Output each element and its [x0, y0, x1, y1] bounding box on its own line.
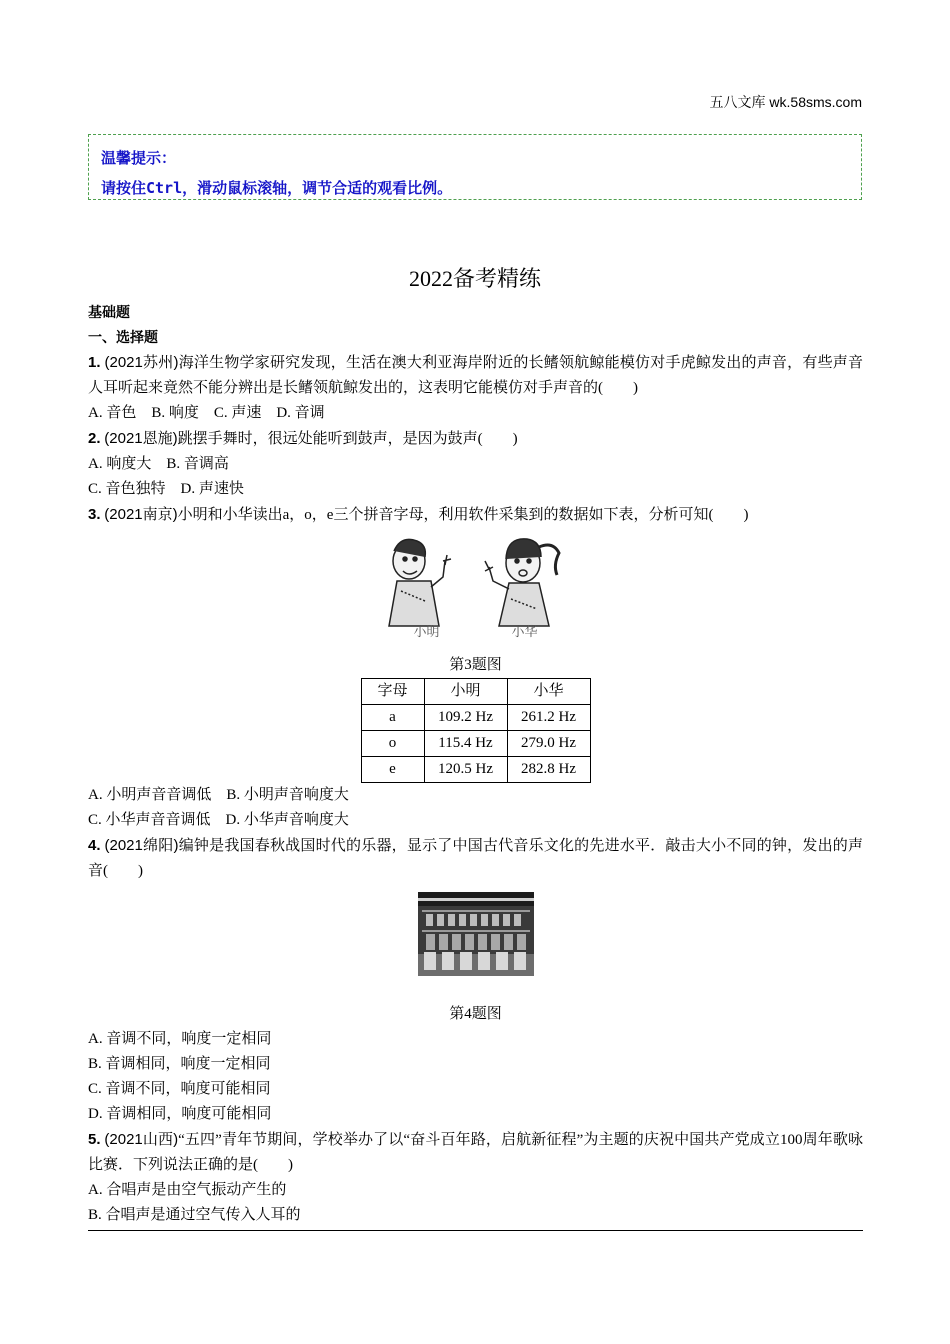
table-cell: o — [361, 731, 424, 757]
label-xiaohua: 小华 — [511, 624, 538, 639]
figure-4 — [88, 892, 863, 978]
question-number: 4. — [88, 837, 101, 854]
question-text: 编钟是我国春秋战国时代的乐器，显示了中国古代音乐文化的先进水平．敲击大小不同的钟，发出的声音( ) — [88, 838, 863, 879]
page-title: 2022备考精练 — [408, 266, 541, 291]
question-text: 海洋生物学家研究发现，生活在澳大利亚海岸附近的长鳍领航鲸能模仿对手虎鲸发出的声音，有些声音人耳听起来竟然不能分辨出是长鳍领航鲸发出的，这表明它能模仿对手声音的( ) — [88, 355, 863, 396]
table-cell: 109.2 Hz — [424, 705, 507, 731]
question-number: 1. — [88, 354, 101, 371]
question-4 — [88, 833, 863, 884]
table-row — [361, 705, 590, 731]
footer-rule — [88, 1230, 863, 1231]
table-cell: 115.4 Hz — [424, 731, 507, 757]
question-3-options-ab: A. 小明声音音调低 B. 小明声音响度大 — [88, 787, 349, 803]
question-text: “五四”青年节期间，学校举办了以“奋斗百年路，启航新征程”为主题的庆祝中国共产党成立100周年歌咏比赛．下列说法正确的是( ) — [88, 1132, 863, 1173]
question-number: 2. — [88, 430, 101, 447]
question-source: (2021恩施) — [104, 430, 178, 447]
bianzhong-photo — [418, 892, 534, 976]
question-number: 5. — [88, 1131, 101, 1148]
table-header-row — [361, 679, 590, 705]
label-xiaoming: 小明 — [413, 624, 440, 639]
question-source: (2021南京) — [104, 506, 178, 523]
frequency-table — [361, 678, 591, 783]
question-2 — [88, 426, 863, 452]
table-header-cell: 小明 — [424, 679, 507, 705]
tip-box — [88, 134, 862, 200]
figure-3-caption: 第3题图 — [449, 657, 502, 673]
question-3 — [88, 502, 863, 528]
table-cell: e — [361, 757, 424, 783]
table-row — [361, 731, 590, 757]
site-watermark: 五八文库 wk.58sms.com — [709, 94, 862, 110]
question-source: (2021苏州) — [104, 354, 179, 371]
question-source: (2021山西) — [104, 1131, 179, 1148]
section-basic: 基础题 — [88, 304, 130, 320]
question-5-option-b: B. 合唱声是通过空气传入人耳的 — [88, 1207, 301, 1223]
question-5 — [88, 1127, 863, 1178]
question-1 — [88, 350, 863, 401]
table-header-cell: 小华 — [507, 679, 590, 705]
table-cell: 120.5 Hz — [424, 757, 507, 783]
figure-4-caption: 第4题图 — [449, 1006, 502, 1022]
question-3-options-cd: C. 小华声音音调低 D. 小华声音响度大 — [88, 812, 349, 828]
table-cell: 261.2 Hz — [507, 705, 590, 731]
table-row — [361, 757, 590, 783]
question-4-option-d: D. 音调相同，响度可能相同 — [88, 1106, 272, 1122]
question-source: (2021绵阳) — [104, 837, 179, 854]
question-2-options-cd: C. 音色独特 D. 声速快 — [88, 481, 244, 497]
table-cell: a — [361, 705, 424, 731]
figure-3-labels — [88, 619, 863, 641]
table-header-cell: 字母 — [361, 679, 424, 705]
question-2-options-ab: A. 响度大 B. 音调高 — [88, 456, 229, 472]
question-4-option-c: C. 音调不同，响度可能相同 — [88, 1081, 271, 1097]
section-choice: 一、选择题 — [88, 329, 158, 345]
question-text: 跳摆手舞时，很远处能听到鼓声，是因为鼓声( ) — [177, 431, 518, 447]
question-4-option-a: A. 音调不同，响度一定相同 — [88, 1031, 272, 1047]
table-cell: 282.8 Hz — [507, 757, 590, 783]
document-body — [88, 300, 863, 1228]
question-1-options: A. 音色 B. 响度 C. 声速 D. 音调 — [88, 405, 325, 421]
tip-title: 温馨提示： — [101, 149, 177, 167]
question-text: 小明和小华读出a，o，e三个拼音字母，利用软件采集到的数据如下表，分析可知( ) — [177, 507, 749, 523]
tip-text: 请按住Ctrl，滑动鼠标滚轴，调节合适的观看比例。 — [101, 179, 453, 197]
question-5-option-a: A. 合唱声是由空气振动产生的 — [88, 1182, 287, 1198]
table-cell: 279.0 Hz — [507, 731, 590, 757]
question-number: 3. — [88, 506, 101, 523]
question-4-option-b: B. 音调相同，响度一定相同 — [88, 1056, 271, 1072]
